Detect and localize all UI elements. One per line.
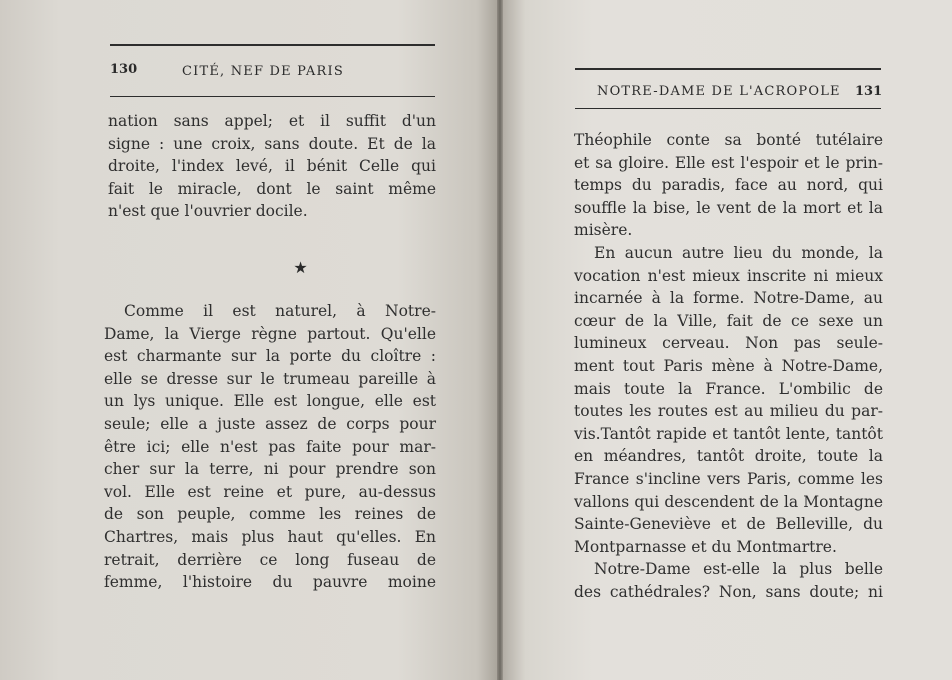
header-rule-top [575, 68, 881, 70]
text-line: souffle la bise, le vent de la mort et la [574, 198, 883, 217]
text-line: et sa gloire. Elle est l'espoir et le prin- [574, 153, 883, 172]
text-line: vocation n'est mieux inscrite ni mieux [574, 266, 883, 285]
text-line: femme, l'histoire du pauvre moine [104, 573, 436, 592]
text-line: elle se dresse sur le trumeau pareille à [104, 369, 436, 388]
text-line: Chartres, mais plus haut qu'elles. En [104, 527, 436, 546]
text-line: Notre-Dame est-elle la plus belle [594, 560, 883, 579]
text-line: Théophile conte sa bonté tutélaire [574, 131, 883, 149]
text-line: temps du paradis, face au nord, qui [574, 176, 883, 195]
text-line: vis.Tantôt rapide et tantôt lente, tantôt [574, 424, 883, 443]
paragraph [108, 110, 436, 223]
section-separator-star: ★ [293, 258, 308, 277]
text-line: vallons qui descendent de la Montagne [574, 492, 883, 511]
text-line: un lys unique. Elle est longue, elle est [104, 392, 436, 411]
running-head: CITÉ, NEF DE PARIS [182, 64, 344, 79]
text-line: être ici; elle n'est pas faite pour mar- [104, 437, 436, 456]
text-line: Sainte-Geneviève et de Belleville, du [574, 515, 883, 534]
header-rule-bottom [575, 108, 881, 109]
paragraph [574, 129, 883, 603]
text-line: signe : une croix, sans doute. Et de la [108, 134, 436, 153]
right-page [503, 0, 952, 680]
text-line: En aucun autre lieu du monde, la [594, 243, 883, 262]
text-line: n'est que l'ouvrier docile. [108, 202, 308, 221]
text-line: Dame, la Vierge règne partout. Qu'elle [104, 324, 436, 343]
text-line: droite, l'index levé, il bénit Celle qui [108, 157, 436, 176]
text-line: Comme il est naturel, à Notre- [124, 302, 436, 320]
text-line: des cathédrales? Non, sans doute; ni [574, 582, 883, 601]
text-line: en méandres, tantôt droite, toute la [574, 447, 883, 466]
running-head: NOTRE-DAME DE L'ACROPOLE [597, 84, 841, 99]
text-line: nation sans appel; et il suffit d'un [108, 112, 436, 130]
text-line: misère. [574, 221, 633, 240]
text-line: cœur de la Ville, fait de ce sexe un [574, 311, 883, 330]
text-line: cher sur la terre, ni pour prendre son [104, 460, 436, 479]
text-line: de son peuple, comme les reines de [104, 505, 436, 524]
paragraph [104, 300, 436, 594]
text-line: retrait, derrière ce long fuseau de [104, 550, 436, 569]
text-line: ment tout Paris mène à Notre-Dame, [574, 356, 883, 375]
header-rule-bottom [110, 96, 435, 97]
text-line: incarnée à la forme. Notre-Dame, au [574, 289, 883, 308]
page-number: 130 [110, 62, 138, 77]
text-line: toutes les routes est au milieu du par- [574, 402, 883, 421]
page-number: 131 [855, 84, 883, 99]
text-line: Montparnasse et du Montmartre. [574, 537, 837, 556]
text-line: mais toute la France. L'ombilic de [574, 379, 883, 398]
text-line: lumineux cerveau. Non pas seule- [574, 334, 883, 353]
text-line: est charmante sur la porte du cloître : [104, 347, 436, 366]
text-line: seule; elle a juste assez de corps pour [104, 414, 436, 433]
header-rule-top [110, 44, 435, 46]
text-line: vol. Elle est reine et pure, au-dessus [104, 482, 436, 501]
text-line: fait le miracle, dont le saint même [108, 179, 436, 198]
text-line: France s'incline vers Paris, comme les [574, 469, 883, 488]
